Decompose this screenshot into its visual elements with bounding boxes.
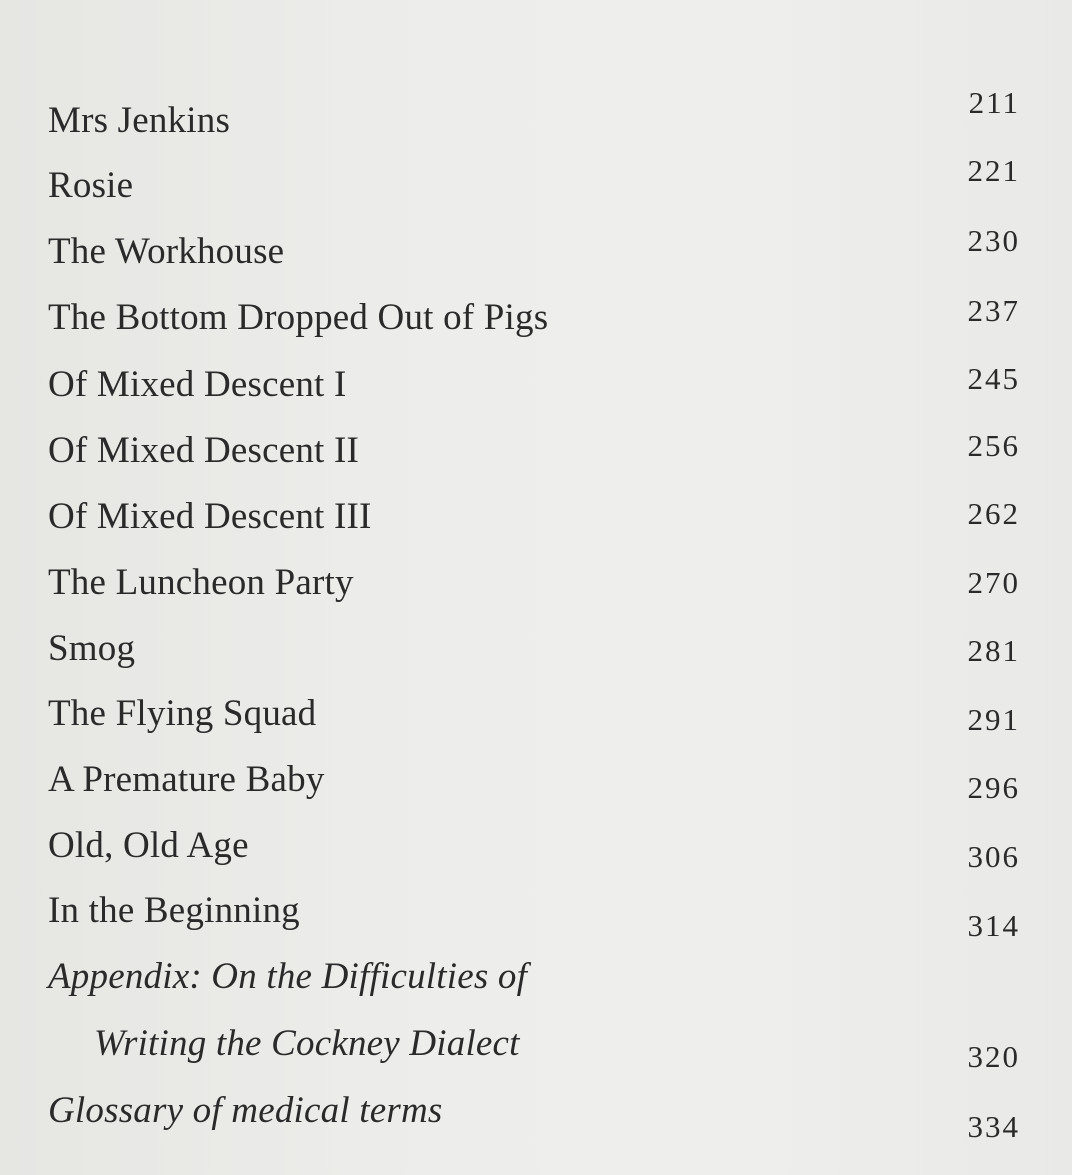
toc-entry-page: 320 <box>967 1039 1020 1074</box>
toc-entry-title: In the Beginning <box>48 890 300 931</box>
toc-entry-page: 334 <box>967 1109 1020 1144</box>
toc-entry-title: Rosie <box>48 165 134 206</box>
toc-entry-title: Of Mixed Descent I <box>48 364 347 405</box>
toc-entry-page: 245 <box>967 361 1020 396</box>
toc-entry-title: Mrs Jenkins <box>48 100 231 141</box>
toc-entry-page: 291 <box>967 702 1020 737</box>
toc-entry-page: 237 <box>967 293 1020 328</box>
toc-entry-page: 306 <box>967 839 1020 874</box>
toc-entry-page: 296 <box>967 770 1020 805</box>
toc-entry-title: The Flying Squad <box>48 693 317 734</box>
toc-entry-page: 281 <box>967 633 1020 668</box>
toc-entry-title: Smog <box>48 628 136 669</box>
toc-entry-page: 270 <box>967 565 1020 600</box>
toc-entry-title: Appendix: On the Difficulties of <box>48 956 528 997</box>
toc-entry-title: The Workhouse <box>48 231 285 272</box>
toc-entry-page: 262 <box>967 496 1020 531</box>
toc-entry-page: 211 <box>968 85 1020 120</box>
toc-entry-title: The Luncheon Party <box>48 562 354 603</box>
toc-entry-page: 230 <box>967 223 1020 258</box>
toc-entry-title: Glossary of medical terms <box>48 1090 443 1131</box>
toc-entry-page: 256 <box>967 428 1020 463</box>
toc-entry-title: Writing the Cockney Dialect <box>94 1023 520 1064</box>
toc-entry-page: 314 <box>967 908 1020 943</box>
toc-entry-title: Old, Old Age <box>48 825 249 866</box>
toc-entry-title: A Premature Baby <box>48 759 325 800</box>
toc-entry-title: Of Mixed Descent II <box>48 430 360 471</box>
toc-entry-title: The Bottom Dropped Out of Pigs <box>48 297 549 338</box>
toc-entry-page: 221 <box>967 153 1020 188</box>
toc-entry-title: Of Mixed Descent III <box>48 496 372 537</box>
